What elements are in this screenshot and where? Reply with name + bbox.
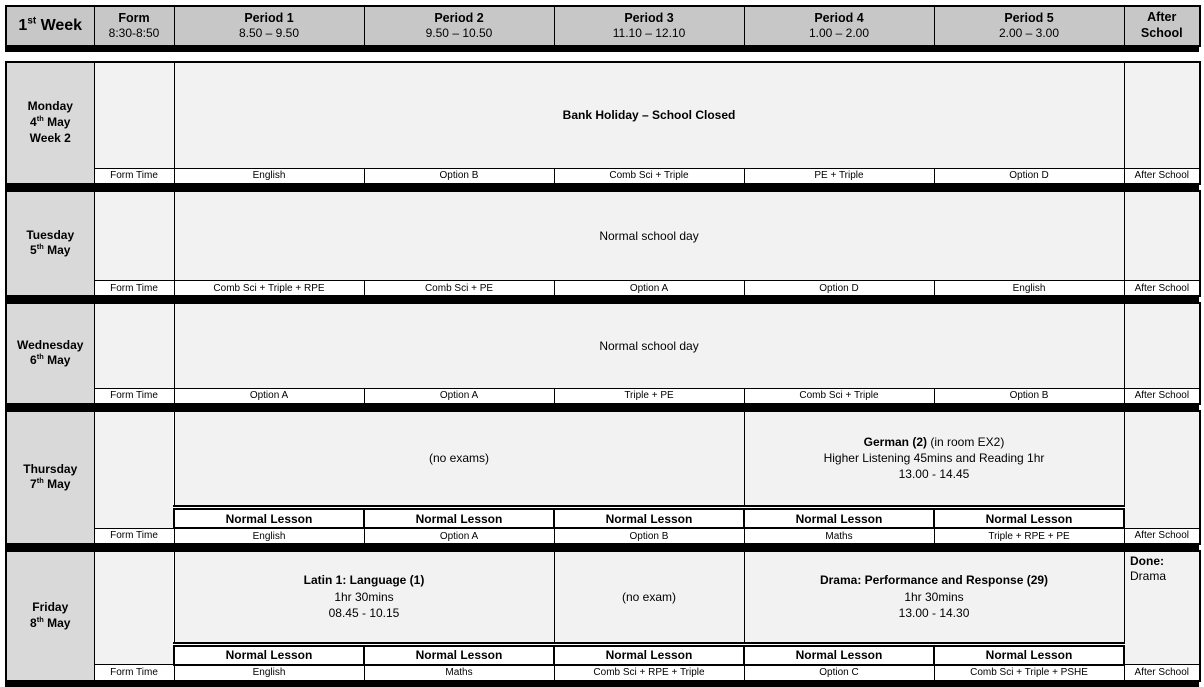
day-label-thursday <box>6 411 94 545</box>
day-name: Wednesday <box>17 337 84 352</box>
form-time-range: 8:30-8:50 <box>108 26 160 41</box>
header-col-period-4 <box>744 6 934 46</box>
day-label-friday <box>6 551 94 681</box>
strip-form-time: Form Time <box>94 528 174 544</box>
cell-exam-latin <box>174 551 554 644</box>
strip-form-time: Form Time <box>94 281 174 297</box>
normal-lesson-cell: Normal Lesson <box>744 508 934 529</box>
header-week-label: 1st Week <box>6 6 94 46</box>
normal-lesson-cell: Normal Lesson <box>174 644 364 665</box>
strip-subject: Comb Sci + Triple + PSHE <box>934 665 1124 681</box>
strip-subject: Comb Sci + Triple <box>554 168 744 184</box>
strip-subject: Comb Sci + RPE + Triple <box>554 665 744 681</box>
day-date: 4th May <box>30 113 71 129</box>
day-row-tuesday <box>5 190 1201 298</box>
strip-subject: Option A <box>174 388 364 404</box>
normal-lesson-cell: Normal Lesson <box>934 644 1124 665</box>
day-date: 7th May <box>30 476 71 492</box>
strip-subject: Option A <box>364 528 554 544</box>
normal-lesson-cell: Normal Lesson <box>364 508 554 529</box>
day-name: Tuesday <box>26 227 75 242</box>
cell-normal-school-day: Normal school day <box>174 303 1124 388</box>
bottom-border <box>5 682 1199 687</box>
period-3-time-range: 11.10 – 12.10 <box>612 26 686 41</box>
normal-lesson-cell: Normal Lesson <box>744 644 934 665</box>
strip-subject: Option D <box>744 281 934 297</box>
normal-lesson-cell: Normal Lesson <box>554 644 744 665</box>
day-row-friday <box>5 550 1201 682</box>
cell-normal-school-day: Normal school day <box>174 191 1124 281</box>
period-1-title: Period 1 <box>244 10 294 25</box>
friday-form-cell <box>94 551 174 665</box>
normal-lesson-cell: Normal Lesson <box>934 508 1124 529</box>
exam-time: 13.00 - 14.30 <box>898 605 970 620</box>
header-col-period-3 <box>554 6 744 46</box>
strip-subject: Comb Sci + PE <box>364 281 554 297</box>
day-row-monday <box>5 61 1201 185</box>
cell-exam-drama <box>744 551 1124 644</box>
strip-subject: PE + Triple <box>744 168 934 184</box>
done-label: Done: <box>1130 554 1165 568</box>
wednesday-form-cell <box>94 303 174 388</box>
cell-exam-german <box>744 411 1124 508</box>
header-col-period-2 <box>364 6 554 46</box>
header-col-form <box>94 6 174 46</box>
day-label-monday <box>6 62 94 184</box>
monday-form-cell <box>94 62 174 168</box>
strip-after-school: After School <box>1124 281 1200 297</box>
strip-subject: Option A <box>554 281 744 297</box>
strip-subject: Option B <box>364 168 554 184</box>
exam-title: German (2) (in room EX2) <box>863 434 1005 449</box>
day-week: Week 2 <box>29 130 71 145</box>
day-name: Friday <box>32 600 69 615</box>
day-row-thursday <box>5 410 1201 546</box>
period-4-title: Period 4 <box>814 10 864 25</box>
period-2-time-range: 9.50 – 10.50 <box>425 26 493 41</box>
strip-after-school: After School <box>1124 168 1200 184</box>
header-col-period-5 <box>934 6 1124 46</box>
strip-subject: Comb Sci + Triple + RPE <box>174 281 364 297</box>
exam-title: Drama: Performance and Response (29) <box>819 573 1049 588</box>
cell-no-exams: (no exams) <box>174 411 744 508</box>
strip-subject: Option B <box>554 528 744 544</box>
strip-subject: Comb Sci + Triple <box>744 388 934 404</box>
day-row-wednesday <box>5 302 1201 405</box>
period-5-title: Period 5 <box>1004 10 1054 25</box>
strip-subject: English <box>174 168 364 184</box>
period-1-time-range: 8.50 – 9.50 <box>238 26 300 41</box>
strip-form-time: Form Time <box>94 168 174 184</box>
done-value: Drama <box>1130 569 1167 583</box>
header-gap <box>5 52 1204 61</box>
strip-form-time: Form Time <box>94 665 174 681</box>
exam-duration: 1hr 30mins <box>904 589 964 604</box>
strip-subject: Triple + PE <box>554 388 744 404</box>
day-date: 5th May <box>30 242 71 258</box>
monday-after-school-cell <box>1124 62 1200 168</box>
thursday-form-cell <box>94 411 174 529</box>
day-name: Thursday <box>23 461 78 476</box>
strip-subject: Option B <box>934 388 1124 404</box>
strip-subject: Maths <box>364 665 554 681</box>
strip-subject: English <box>174 665 364 681</box>
strip-subject: English <box>934 281 1124 297</box>
exam-duration: 1hr 30mins <box>334 589 394 604</box>
day-name: Monday <box>27 99 73 114</box>
exam-detail: Higher Listening 45mins and Reading 1hr <box>823 451 1045 466</box>
strip-form-time: Form Time <box>94 388 174 404</box>
exam-time: 13.00 - 14.45 <box>898 467 970 482</box>
timetable-header <box>5 5 1201 47</box>
normal-lesson-cell: Normal Lesson <box>554 508 744 529</box>
period-2-title: Period 2 <box>434 10 484 25</box>
strip-after-school: After School <box>1124 528 1200 544</box>
period-3-title: Period 3 <box>624 10 674 25</box>
wednesday-after-school-cell <box>1124 303 1200 388</box>
period-5-time-range: 2.00 – 3.00 <box>998 26 1060 41</box>
day-date: 6th May <box>30 352 71 368</box>
strip-subject: Triple + RPE + PE <box>934 528 1124 544</box>
tuesday-after-school-cell <box>1124 191 1200 281</box>
thursday-after-school-cell <box>1124 411 1200 529</box>
day-date: 8th May <box>30 614 71 630</box>
strip-subject: English <box>174 528 364 544</box>
strip-subject: Option D <box>934 168 1124 184</box>
exam-time: 08.45 - 10.15 <box>328 605 400 620</box>
strip-subject: Option A <box>364 388 554 404</box>
form-title: Form <box>118 10 150 25</box>
period-4-time-range: 1.00 – 2.00 <box>808 26 870 41</box>
friday-after-school-done-cell <box>1124 551 1200 665</box>
normal-lesson-cell: Normal Lesson <box>174 508 364 529</box>
strip-after-school: After School <box>1124 388 1200 404</box>
day-label-wednesday <box>6 303 94 404</box>
strip-after-school: After School <box>1124 665 1200 681</box>
strip-subject: Option C <box>744 665 934 681</box>
tuesday-form-cell <box>94 191 174 281</box>
cell-bank-holiday: Bank Holiday – School Closed <box>174 62 1124 168</box>
day-label-tuesday <box>6 191 94 297</box>
header-col-after-school: After School <box>1124 6 1200 46</box>
header-col-period-1 <box>174 6 364 46</box>
cell-no-exam: (no exam) <box>554 551 744 644</box>
normal-lesson-cell: Normal Lesson <box>364 644 554 665</box>
strip-subject: Maths <box>744 528 934 544</box>
exam-title: Latin 1: Language (1) <box>303 573 425 588</box>
